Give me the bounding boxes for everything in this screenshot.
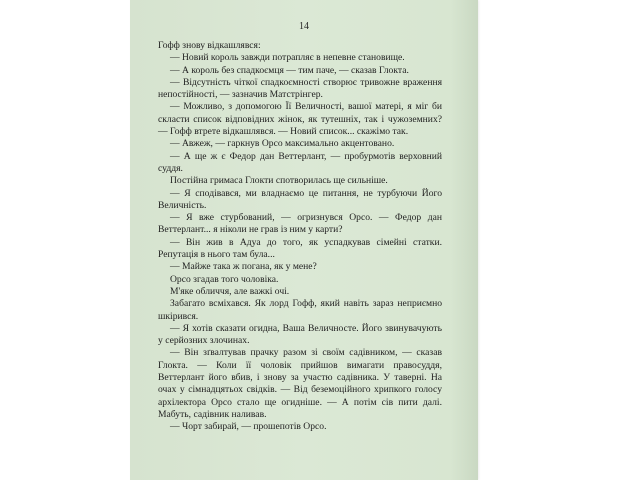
paragraph: — А король без спадкоємця — тим паче, — сказав Глокта. bbox=[170, 64, 409, 76]
paragraph: — Новий король завжди потрапляє в непевне становище. bbox=[170, 52, 405, 64]
page-text bbox=[158, 40, 442, 434]
page-number: 14 bbox=[299, 21, 309, 32]
paragraph: — Чорт забирай, — прошепотів Орсо. bbox=[170, 421, 327, 433]
paragraph: — Я сподівався, ми владнаємо це питання, не турбуючи Його Величність. bbox=[158, 187, 442, 211]
paragraph: — Можливо, з допомогою Її Величності, вашої матері, я міг би скласти список відповідних жінок, як тутешніх, так і чужоземних? — Гофф втрете відкашлявся. — Новий список... скажімо так. bbox=[158, 101, 442, 138]
paragraph: — Я вже стурбований, — огризнувся Орсо. — Федор дан Веттерлант... я ніколи не грав із ним у карти? bbox=[158, 212, 442, 236]
paragraph: Орсо згадав того чоловіка. bbox=[170, 273, 279, 285]
paragraph: Забагато всміхався. Як лорд Гофф, який навіть зараз неприємно шкірився. bbox=[158, 298, 442, 322]
paragraph: — А ще ж є Федор дан Веттерлант, — пробурмотів верховний суддя. bbox=[158, 150, 442, 174]
book-page bbox=[130, 0, 478, 480]
paragraph: — Я хотів сказати огидна, Ваша Величносте. Його звинувачують у серйозних злочинах. bbox=[158, 322, 442, 347]
paragraph: — Авжеж, — гаркнув Орсо максимально акцентовано. bbox=[170, 138, 395, 150]
paragraph: — Майже така ж погана, як у мене? bbox=[170, 261, 317, 273]
paragraph: — Він зґвалтував прачку разом зі своїм садівником, — сказав Глокта. — Коли її чоловік прийшов вимагати правосуддя, Веттерлант його вбив, і знову за участю садівника. У таверні. На очах у сімнадцятьох свідків. — Від беземоційного хрипкого голосу архілектора Орсо стало ще огидніше. — А потім сів пити далі. Мабуть, садівник наливав. bbox=[158, 347, 442, 420]
paragraph: М'яке обличчя, але важкі очі. bbox=[170, 285, 290, 297]
paragraph: — Він жив в Адуа до того, як успадкував сімейні статки. Репутація в нього там була... bbox=[158, 236, 442, 261]
paragraph: — Відсутність чіткої спадкоємності створює тривожне враження непостійності, — зазначив Матстрінгер. bbox=[158, 76, 442, 101]
paragraph: Постійна гримаса Глокти спотворилась ще сильніше. bbox=[170, 175, 388, 187]
paragraph: Гофф знову відкашлявся: bbox=[158, 40, 261, 51]
